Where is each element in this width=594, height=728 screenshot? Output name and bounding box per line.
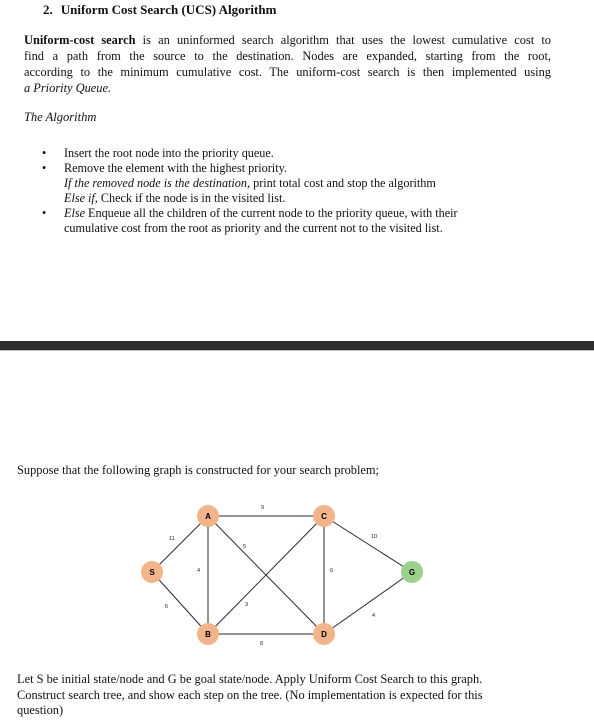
condition-2-italic: Else if, <box>64 191 98 205</box>
intro-line-2: find a path from the source to the destination. Nodes are expanded, starting from the root, <box>24 49 551 63</box>
weight-b-d: 8 <box>260 641 264 647</box>
condition-2-text: Check if the node is in the visited list. <box>97 191 286 205</box>
step-2 <box>42 161 512 176</box>
step-2-condition-1 <box>42 176 512 191</box>
node-b-label: B <box>205 630 211 639</box>
section-title: Uniform Cost Search (UCS) Algorithm <box>60 2 277 17</box>
weight-c-g: 10 <box>371 534 378 540</box>
weight-a-c: 9 <box>261 505 265 511</box>
weight-c-d: 6 <box>330 568 334 574</box>
node-a <box>197 505 219 527</box>
graph-nodes <box>141 505 423 645</box>
node-d <box>313 623 335 645</box>
bullet-icon: • <box>42 206 47 220</box>
step-3-italic: Else <box>64 206 85 220</box>
algorithm-title: The Algorithm <box>24 110 97 124</box>
node-s-label: S <box>149 568 155 577</box>
node-c <box>313 505 335 527</box>
task-line-3: question) <box>17 703 64 717</box>
weight-d-g: 4 <box>372 613 376 619</box>
condition-1-italic: If the removed node is the destination, <box>64 176 251 190</box>
edge-s-a <box>152 516 208 572</box>
step-2-condition-2 <box>42 191 512 206</box>
node-b <box>197 623 219 645</box>
task-line-1: Let S be initial state/node and G be goal state/node. Apply Uniform Cost Search to this graph. <box>17 672 483 686</box>
intro-line-3: according to the minimum cumulative cost. The uniform-cost search is then implemented using <box>24 65 551 79</box>
bullet-icon: • <box>42 146 47 160</box>
edge-weights <box>165 505 377 647</box>
step-3-text: Enqueue all the children of the current node to the priority queue, with their <box>84 206 458 220</box>
node-d-label: D <box>321 630 327 639</box>
section-number: 2. <box>43 2 53 17</box>
intro-term: Uniform-cost search <box>24 33 136 47</box>
edge-c-g <box>324 516 412 572</box>
task-line-2: Construct search tree, and show each step on the tree. (No implementation is expected for this <box>17 687 483 702</box>
node-s <box>141 561 163 583</box>
condition-1-text: print total cost and stop the algorithm <box>250 176 436 190</box>
step-2-text: Remove the element with the highest priority. <box>64 161 287 175</box>
weight-s-b: 6 <box>165 604 169 610</box>
weight-b-c: 3 <box>245 602 249 608</box>
weight-s-a: 11 <box>169 536 175 542</box>
search-graph <box>140 494 440 654</box>
intro-line-1-text: is an uninformed search algorithm that uses the lowest cumulative cost to <box>135 33 551 47</box>
section-heading <box>43 2 276 18</box>
weight-a-b: 4 <box>197 568 201 574</box>
edge-s-b <box>152 572 208 634</box>
step-3-continued: cumulative cost from the root as priority and the current not to the visited list. <box>64 221 443 235</box>
page-divider <box>0 341 594 350</box>
node-a-label: A <box>205 512 211 521</box>
node-g-label: G <box>408 568 416 577</box>
edge-d-g <box>324 572 412 634</box>
algorithm-steps <box>42 146 512 236</box>
intro-line-1 <box>24 32 551 48</box>
bullet-icon: • <box>42 161 47 175</box>
node-c-label: C <box>321 512 327 521</box>
step-1-text: Insert the root node into the priority queue. <box>64 146 274 160</box>
intro-line-4: a Priority Queue. <box>24 81 112 95</box>
step-1 <box>42 146 512 161</box>
intro-paragraph <box>24 32 551 96</box>
graph-intro-text: Suppose that the following graph is constructed for your search problem; <box>17 463 379 477</box>
task-paragraph <box>17 672 537 719</box>
page-divider-shadow <box>0 350 594 351</box>
weight-a-d: 5 <box>243 544 247 550</box>
step-3 <box>42 206 512 221</box>
node-g <box>401 561 423 583</box>
